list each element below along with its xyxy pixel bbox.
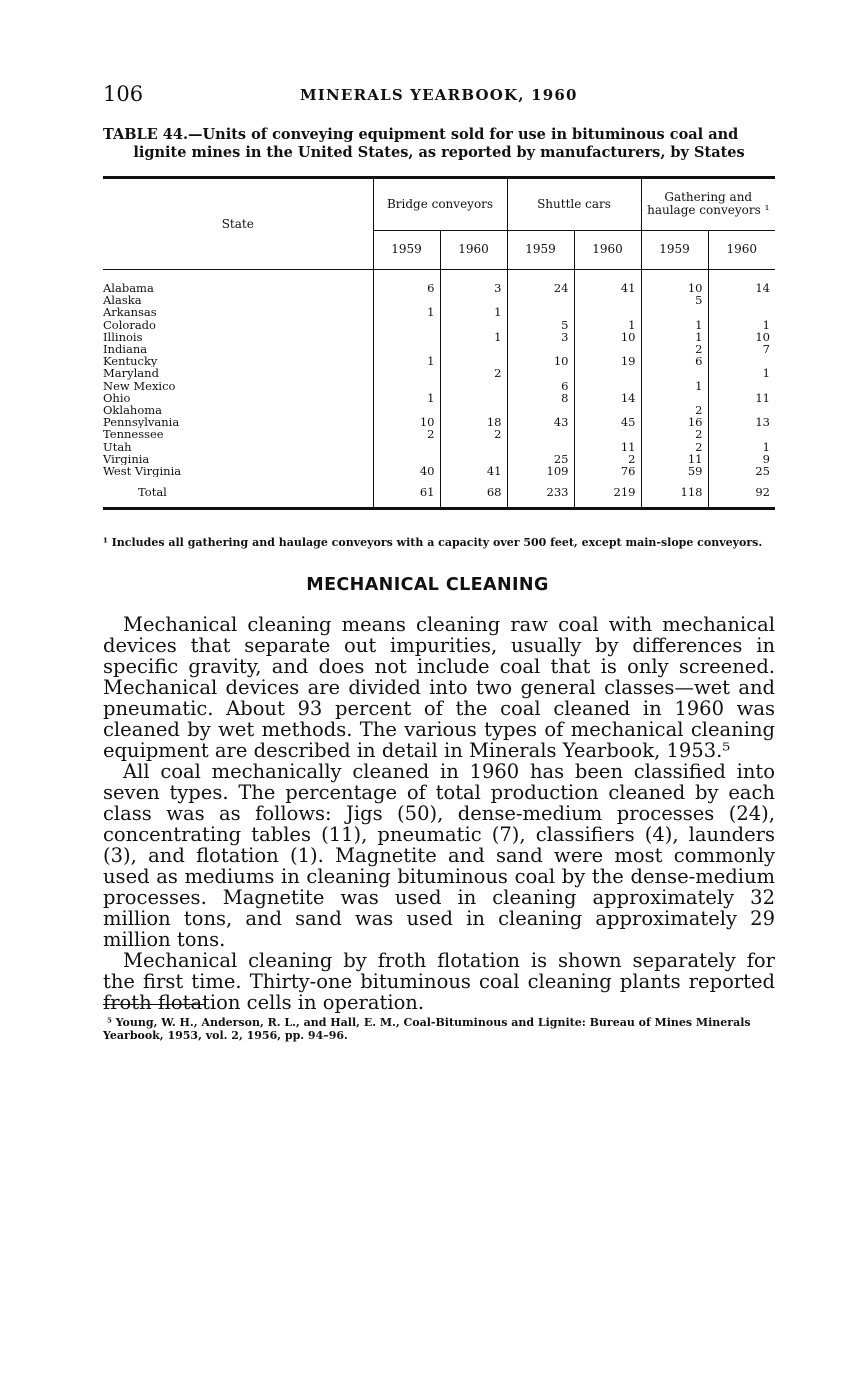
state-name-cell: Tennessee bbox=[103, 428, 164, 441]
value-cell bbox=[574, 367, 641, 379]
value-cell bbox=[507, 428, 574, 440]
value-cell: 219 bbox=[574, 477, 641, 509]
value-cell bbox=[708, 306, 775, 318]
table-row bbox=[103, 367, 775, 379]
value-cell bbox=[440, 392, 507, 404]
state-name-cell: Ohio bbox=[103, 391, 131, 404]
value-cell: 92 bbox=[708, 477, 775, 509]
value-cell: 45 bbox=[574, 416, 641, 428]
value-cell bbox=[641, 306, 708, 318]
value-cell: 13 bbox=[708, 416, 775, 428]
value-cell: 2 bbox=[641, 343, 708, 355]
value-cell: 41 bbox=[440, 465, 507, 477]
value-cell: 1 bbox=[708, 440, 775, 452]
table-row bbox=[103, 331, 775, 343]
value-cell: 18 bbox=[440, 416, 507, 428]
state-name-cell: Total bbox=[103, 477, 373, 509]
table-caption-line1: TABLE 44.—Units of conveying equipment sold for use in bituminous coal and bbox=[103, 126, 739, 143]
table-caption bbox=[103, 126, 775, 162]
value-cell: 5 bbox=[641, 294, 708, 306]
value-cell: 16 bbox=[641, 416, 708, 428]
table-row bbox=[103, 343, 775, 355]
value-cell: 1 bbox=[574, 319, 641, 331]
state-name-cell: Oklahoma bbox=[103, 403, 163, 417]
value-cell: 2 bbox=[641, 404, 708, 416]
footnote-rule bbox=[103, 1004, 205, 1005]
value-cell: 1 bbox=[641, 331, 708, 343]
table-row bbox=[103, 380, 775, 392]
state-name-cell: Arkansas bbox=[103, 306, 157, 319]
state-name-cell: West Virginia bbox=[103, 464, 182, 477]
value-cell: 14 bbox=[574, 392, 641, 404]
table-row bbox=[103, 392, 775, 404]
value-cell: 40 bbox=[373, 465, 440, 477]
value-cell bbox=[373, 440, 440, 452]
value-cell: 1 bbox=[373, 306, 440, 318]
value-cell: 10 bbox=[708, 331, 775, 343]
year-header: 1960 bbox=[708, 230, 775, 269]
conveying-equipment-table bbox=[103, 176, 775, 510]
state-name-cell: Utah bbox=[103, 440, 132, 453]
value-cell: 2 bbox=[440, 428, 507, 440]
value-cell: 9 bbox=[708, 453, 775, 465]
year-header: 1959 bbox=[641, 230, 708, 269]
value-cell: 41 bbox=[574, 270, 641, 295]
value-cell: 6 bbox=[507, 380, 574, 392]
value-cell: 76 bbox=[574, 465, 641, 477]
state-name-cell: New Mexico bbox=[103, 379, 176, 392]
table-row bbox=[103, 440, 775, 452]
value-cell: 7 bbox=[708, 343, 775, 355]
value-cell: 59 bbox=[641, 465, 708, 477]
state-name-cell: Alabama bbox=[103, 281, 154, 295]
value-cell: 2 bbox=[373, 428, 440, 440]
value-cell: 6 bbox=[373, 270, 440, 295]
year-header: 1960 bbox=[440, 230, 507, 269]
year-header: 1959 bbox=[373, 230, 440, 269]
value-cell: 14 bbox=[708, 270, 775, 295]
value-cell: 1 bbox=[708, 367, 775, 379]
value-cell: 3 bbox=[440, 270, 507, 295]
value-cell: 25 bbox=[708, 465, 775, 477]
value-cell: 10 bbox=[641, 270, 708, 295]
state-name-cell: Virginia bbox=[103, 452, 150, 465]
value-cell: 11 bbox=[641, 453, 708, 465]
table-row bbox=[103, 319, 775, 331]
value-cell: 11 bbox=[574, 440, 641, 452]
table-row bbox=[103, 306, 775, 318]
value-cell bbox=[708, 428, 775, 440]
value-cell bbox=[373, 453, 440, 465]
value-cell: 2 bbox=[641, 428, 708, 440]
value-cell: 6 bbox=[641, 355, 708, 367]
value-cell bbox=[507, 294, 574, 306]
value-cell: 1 bbox=[373, 355, 440, 367]
value-cell: 19 bbox=[574, 355, 641, 367]
year-header: 1959 bbox=[507, 230, 574, 269]
value-cell: 8 bbox=[507, 392, 574, 404]
value-cell: 11 bbox=[708, 392, 775, 404]
paragraph: Mechanical cleaning means cleaning raw coal with mechanical devices that separate out impurities, usually by differences in specific gravity, and does not include coal that is only screened. Mechanical devices are divided into two general classes—wet and pneumatic. About 93 percent of the coal cleaned in 1960 was cleaned by wet methods. The various types of mechanical cleaning equipment are described in detail in Minerals Yearbook, 1953.⁵ bbox=[103, 613, 775, 762]
value-cell: 10 bbox=[373, 416, 440, 428]
page-number: 106 bbox=[103, 82, 144, 106]
state-name-cell: Indiana bbox=[103, 342, 148, 356]
value-cell bbox=[507, 367, 574, 379]
bridge-conveyors-header: Bridge conveyors bbox=[373, 178, 507, 231]
state-name-cell: Maryland bbox=[103, 367, 159, 380]
value-cell bbox=[574, 306, 641, 318]
value-cell bbox=[574, 428, 641, 440]
year-header: 1960 bbox=[574, 230, 641, 269]
value-cell bbox=[641, 367, 708, 379]
value-cell: 1 bbox=[641, 380, 708, 392]
value-cell bbox=[574, 380, 641, 392]
value-cell bbox=[440, 319, 507, 331]
value-cell: 2 bbox=[574, 453, 641, 465]
value-cell bbox=[440, 380, 507, 392]
table-footnote: ¹ Includes all gathering and haulage conveyors with a capacity over 500 feet, except main-slope conveyors. bbox=[103, 536, 763, 549]
shuttle-cars-header: Shuttle cars bbox=[507, 178, 641, 231]
value-cell bbox=[440, 440, 507, 452]
value-cell: 61 bbox=[373, 477, 440, 509]
value-cell bbox=[440, 453, 507, 465]
value-cell bbox=[373, 319, 440, 331]
running-head: MINERALS YEARBOOK, 1960 bbox=[300, 86, 578, 104]
state-name-cell: Illinois bbox=[103, 330, 143, 343]
table-row bbox=[103, 270, 775, 295]
value-cell bbox=[373, 380, 440, 392]
value-cell: 1 bbox=[440, 331, 507, 343]
gathering-haulage-header: Gathering and haulage conveyors ¹ bbox=[641, 178, 775, 231]
section-heading: MECHANICAL CLEANING bbox=[306, 575, 549, 595]
table-row bbox=[103, 428, 775, 440]
page-footnote: ⁵ Young, W. H., Anderson, R. L., and Hall, E. M., Coal-Bituminous and Lignite: Bureau of Mines Minerals Yearbook, 1953, vol. 2, 1956, pp. 94–96. bbox=[103, 1016, 751, 1042]
value-cell: 109 bbox=[507, 465, 574, 477]
value-cell: 10 bbox=[574, 331, 641, 343]
state-name-cell: Colorado bbox=[103, 318, 156, 331]
state-name-cell: Kentucky bbox=[103, 355, 158, 368]
value-cell: 25 bbox=[507, 453, 574, 465]
value-cell bbox=[440, 343, 507, 355]
state-name-cell: Alaska bbox=[103, 294, 142, 307]
value-cell: 1 bbox=[708, 319, 775, 331]
value-cell: 1 bbox=[641, 319, 708, 331]
paragraph: All coal mechanically cleaned in 1960 has been classified into seven types. The percentage of total production cleaned by each class was as follows: Jigs (50), dense-medium processes (24), concentrating tables (11), pneumatic (7), classifiers (4), launders (3), and flotation (1). Magnetite and sand were most commonly used as mediums in cleaning bituminous coal by the dense-medium processes. Magnetite was used in cleaning approximately 32 million tons, and sand was used in cleaning approximately 29 million tons. bbox=[103, 760, 775, 951]
value-cell: 2 bbox=[641, 440, 708, 452]
table-row bbox=[103, 465, 775, 477]
table-caption-line2: lignite mines in the United States, as reported by manufacturers, by States bbox=[133, 144, 745, 161]
value-cell bbox=[574, 294, 641, 306]
body-text bbox=[103, 614, 775, 1013]
table-row bbox=[103, 416, 775, 428]
state-name-cell: Pennsylvania bbox=[103, 416, 180, 429]
value-cell: 2 bbox=[440, 367, 507, 379]
value-cell: 118 bbox=[641, 477, 708, 509]
value-cell bbox=[507, 306, 574, 318]
value-cell bbox=[708, 380, 775, 392]
value-cell: 5 bbox=[507, 319, 574, 331]
value-cell: 24 bbox=[507, 270, 574, 295]
value-cell bbox=[373, 331, 440, 343]
table-row bbox=[103, 453, 775, 465]
value-cell: 233 bbox=[507, 477, 574, 509]
paragraph: Mechanical cleaning by froth flotation is shown separately for the first time. Thirty-one bituminous coal cleaning plants reported froth flotation cells in operation. bbox=[103, 949, 775, 1014]
value-cell: 1 bbox=[440, 306, 507, 318]
table-row bbox=[103, 404, 775, 416]
table-row bbox=[103, 294, 775, 306]
value-cell: 10 bbox=[507, 355, 574, 367]
value-cell: 3 bbox=[507, 331, 574, 343]
value-cell bbox=[373, 367, 440, 379]
total-row bbox=[103, 477, 775, 509]
value-cell bbox=[507, 440, 574, 452]
table-row bbox=[103, 355, 775, 367]
state-column-header: State bbox=[103, 178, 373, 270]
value-cell: 1 bbox=[373, 392, 440, 404]
value-cell: 43 bbox=[507, 416, 574, 428]
value-cell bbox=[708, 294, 775, 306]
value-cell: 68 bbox=[440, 477, 507, 509]
